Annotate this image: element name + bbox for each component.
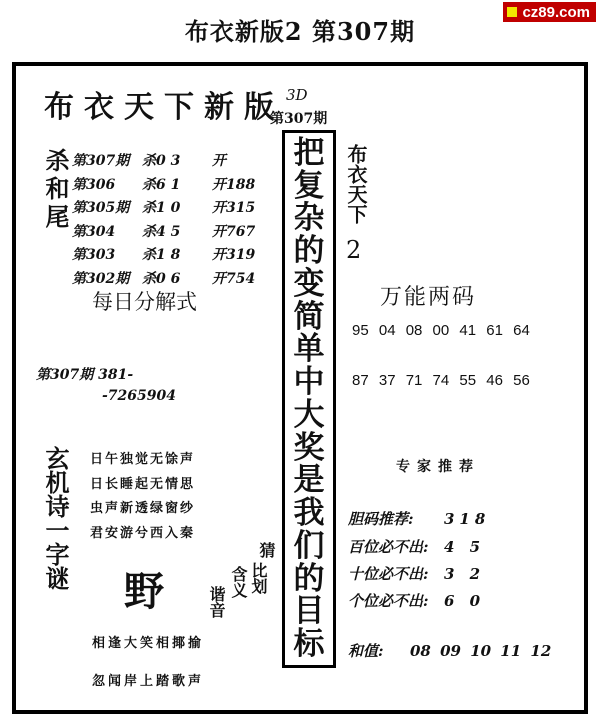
slogan-char: 中 — [293, 364, 325, 401]
riddle-hint: 猜 — [257, 542, 276, 558]
slogan-char: 是 — [293, 462, 325, 499]
site-watermark[interactable] — [503, 2, 596, 22]
expert-item-label: 十位必不出: — [348, 565, 429, 583]
sum-value-row — [348, 640, 551, 661]
kill-issue: 第303 — [72, 247, 116, 263]
expert-item — [348, 536, 485, 557]
expert-item — [348, 563, 485, 584]
brand-issue: 第307期 — [270, 111, 328, 127]
kill-issue: 第302期 — [72, 270, 130, 287]
expert-item — [348, 508, 490, 529]
expert-item-label: 个位必不出: — [348, 592, 429, 610]
riddle-hint: 比划 — [249, 562, 268, 594]
kill-open: 开 — [212, 153, 226, 169]
watermark-square-icon — [507, 7, 517, 17]
slogan-char: 的 — [293, 560, 325, 597]
kill-value: 杀0 3 — [142, 153, 181, 169]
daily-formula-digits: -7265904 — [102, 388, 176, 404]
slogan-char: 变 — [293, 265, 325, 302]
slogan-char: 目 — [293, 593, 325, 630]
expert-item-label: 百位必不出: — [348, 538, 429, 556]
slogan-char: 简 — [293, 298, 325, 335]
poem-line: 日午独觉无馀声 — [90, 452, 196, 467]
riddle-hint: 谐音 — [207, 586, 226, 618]
slogan-char: 杂 — [293, 200, 325, 237]
expert-item — [348, 590, 485, 611]
brand-title: 布衣天下新版 — [44, 90, 284, 125]
riddle-hint: 含义 — [229, 566, 248, 598]
riddle-poem — [90, 448, 195, 546]
watermark-text: cz89.com — [522, 3, 590, 21]
kill-issue: 第306 — [72, 176, 116, 193]
expert-item-value: 318 — [444, 510, 491, 528]
expert-item-value: 4 5 — [444, 538, 486, 556]
riddle-answer: 野 — [124, 568, 164, 615]
wanneng-row: 87 37 71 74 55 46 56 — [352, 372, 530, 389]
kill-issue: 第305期 — [72, 200, 130, 216]
sub-brand-number: 2 — [346, 236, 362, 264]
kill-value: 杀0 6 — [142, 270, 181, 287]
brand-tag: 3D — [286, 86, 308, 104]
riddle-closing: 忽闻岸上踏歌声 — [92, 674, 205, 689]
poem-line: 君安游兮西入秦 — [90, 525, 196, 541]
kill-value: 杀1 0 — [142, 200, 181, 216]
kill-open: 开188 — [212, 176, 256, 193]
sum-values: 08 09 10 11 12 — [410, 642, 552, 660]
kill-open: 开319 — [212, 247, 256, 263]
kill-open: 开767 — [212, 223, 256, 240]
slogan-char: 单 — [293, 331, 325, 368]
kill-open: 开754 — [212, 270, 256, 287]
daily-formula-issue: 第307期 381- — [36, 367, 134, 383]
kill-value: 杀4 5 — [142, 223, 181, 240]
slogan-char: 们 — [293, 527, 325, 564]
kill-value: 杀6 1 — [142, 176, 181, 193]
expert-item-label: 胆码推荐: — [348, 510, 414, 528]
kill-label: 杀和尾 — [41, 148, 70, 232]
kill-open: 开315 — [212, 200, 256, 216]
slogan-char: 我 — [293, 495, 325, 532]
expert-title: 专家推荐 — [396, 459, 480, 475]
expert-item-value: 6 0 — [444, 592, 486, 610]
sum-label: 和值: — [348, 642, 384, 660]
slogan-char: 把 — [293, 134, 325, 171]
wanneng-row: 95 04 08 00 41 61 64 — [352, 322, 530, 339]
sub-brand: 布衣天下 — [344, 144, 368, 224]
kill-value: 杀1 8 — [142, 247, 181, 263]
slogan-box — [282, 130, 336, 668]
kill-issue: 第307期 — [72, 153, 130, 169]
expert-item-value: 3 2 — [444, 565, 486, 583]
poem-line: 日长睡起无情思 — [90, 476, 196, 492]
poem-line: 虫声新透绿窗纱 — [90, 501, 196, 516]
slogan-char: 的 — [293, 233, 325, 270]
riddle-closing: 相逢大笑相揶揄 — [92, 636, 205, 651]
slogan-char: 大 — [293, 396, 325, 433]
daily-label: 每日分解式 — [92, 291, 197, 314]
riddle-label: 玄机诗一字谜 — [41, 446, 70, 590]
kill-issue: 第304 — [72, 223, 116, 240]
slogan-char: 复 — [293, 167, 325, 204]
page-title: 布衣新版2 第307期 — [184, 17, 416, 46]
slogan-char: 奖 — [293, 429, 325, 466]
wanneng-label: 万能两码 — [380, 284, 477, 309]
slogan-char: 标 — [293, 626, 325, 663]
